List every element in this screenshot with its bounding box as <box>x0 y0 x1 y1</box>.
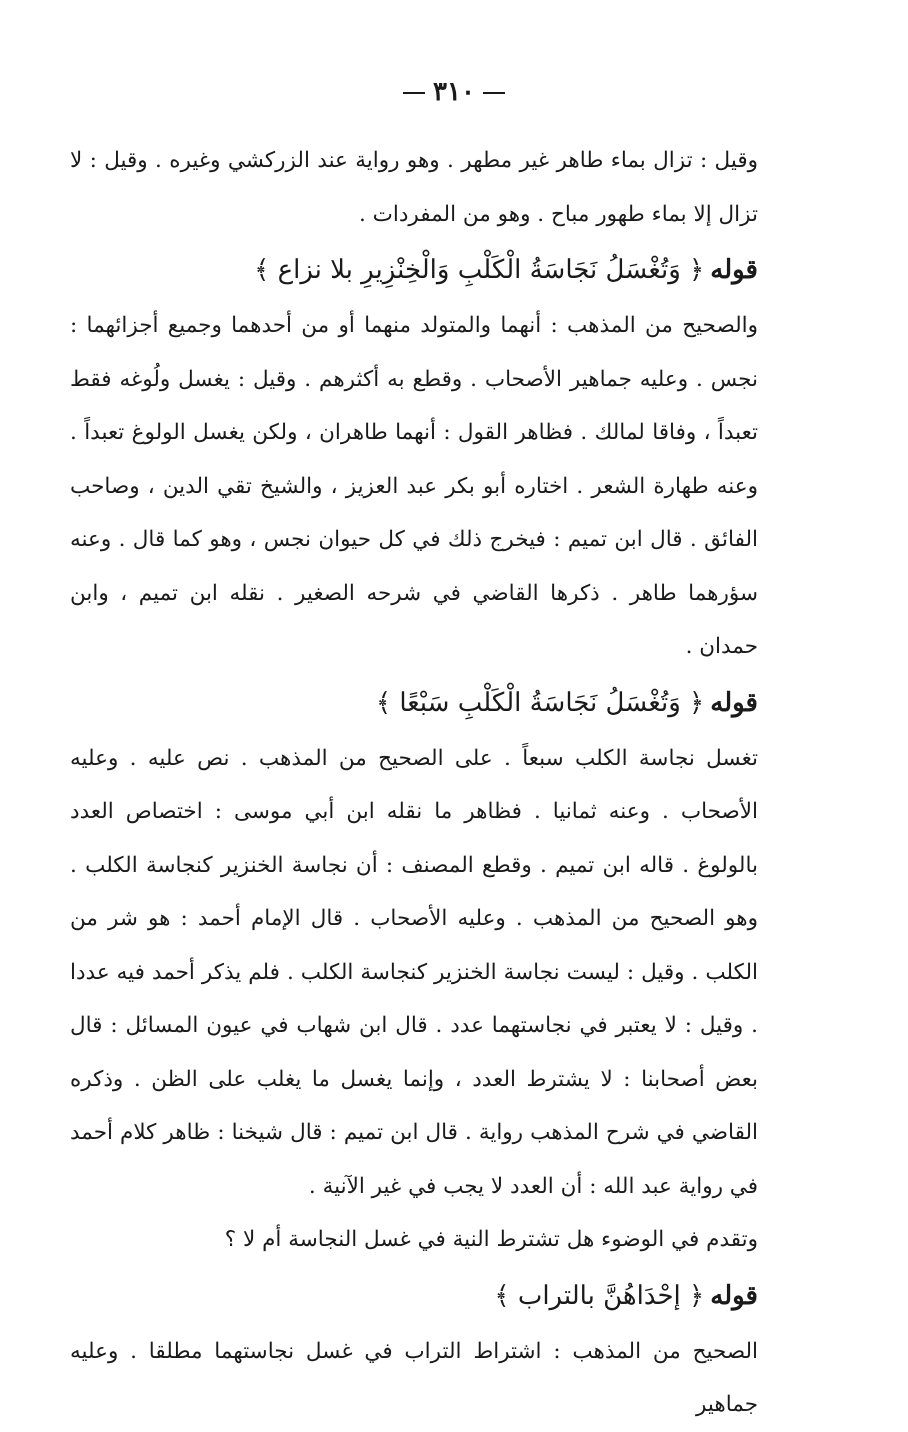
paragraph-intro: وقيل : تزال بماء طاهر غير مطهر . وهو رواية عند الزركشي وغيره . وقيل : لا تزال إلا بماء طهور مباح . وهو من المفردات . <box>70 148 758 227</box>
heading-keyword: قوله <box>710 255 758 285</box>
page-number-text: ٣١٠ <box>433 77 475 107</box>
heading-quote: ﴿ وَتُغْسَلُ نَجَاسَةُ الْكَلْبِ وَالْخِنْزِيرِ بلا نزاع ﴾ <box>254 255 705 285</box>
page-number <box>70 70 758 114</box>
section-heading-1 <box>70 241 758 299</box>
paragraph-4: الصحيح من المذهب : اشتراط التراب في غسل نجاستهما مطلقا . وعليه جماهير <box>70 1338 758 1417</box>
paragraph-2: تغسل نجاسة الكلب سبعاً . على الصحيح من المذهب . نص عليه . وعليه الأصحاب . وعنه ثمانيا . فظاهر ما نقله ابن أبي موسى : اختصاص العدد بالولوغ . قاله ابن تميم . وقطع المصنف : أن نجاسة الخنزير كنجاسة الكلب . وهو الصحيح من المذهب . وعليه الأصحاب . قال الإمام أحمد : هو شر من الكلب . وقيل : ليست نجاسة الخنزير كنجاسة الكلب . فلم يذكر أحمد فيه عددا . وقيل : لا يعتبر في نجاستهما عدد . قال ابن شهاب في عيون المسائل : قال بعض أصحابنا : لا يشترط العدد ، وإنما يغسل ما يغلب على الظن . وذكره القاضي في شرح المذهب رواية . قال ابن تميم : قال شيخنا : ظاهر كلام أحمد في رواية عبد الله : أن العدد لا يجب في غير الآنية . <box>70 745 758 1199</box>
heading-keyword: قوله <box>710 687 758 718</box>
page-body <box>70 134 758 1432</box>
folio-dash-right <box>403 92 425 94</box>
section-heading-3 <box>70 1267 758 1325</box>
heading-keyword: قوله <box>710 1280 758 1311</box>
heading-quote: ﴿ وَتُغْسَلُ نَجَاسَةُ الْكَلْبِ سَبْعًا ﴾ <box>375 687 705 718</box>
paragraph-3: وتقدم في الوضوء هل تشترط النية في غسل النجاسة أم لا ؟ <box>224 1227 758 1252</box>
heading-quote: ﴿ إحْدَاهُنَّ بالتراب ﴾ <box>494 1280 705 1311</box>
folio-dash-left <box>483 92 505 94</box>
section-heading-2 <box>70 674 758 732</box>
paragraph-1: والصحيح من المذهب : أنهما والمتولد منهما أو من أحدهما وجميع أجزائهما : نجس . وعليه جماهير الأصحاب . وقطع به أكثرهم . وقيل : يغسل ولُوغه فقط تعبداً ، وفاقا لمالك . فظاهر القول : أنهما طاهران ، ولكن يغسل الولوغ تعبداً . وعنه طهارة الشعر . اختاره أبو بكر عبد العزيز ، والشيخ تقي الدين ، وصاحب الفائق . قال ابن تميم : فيخرج ذلك في كل حيوان نجس ، وهو كما قال . وعنه سؤرهما طاهر . ذكرها القاضي في شرحه الصغير . نقله ابن تميم ، وابن حمدان . <box>70 313 758 659</box>
